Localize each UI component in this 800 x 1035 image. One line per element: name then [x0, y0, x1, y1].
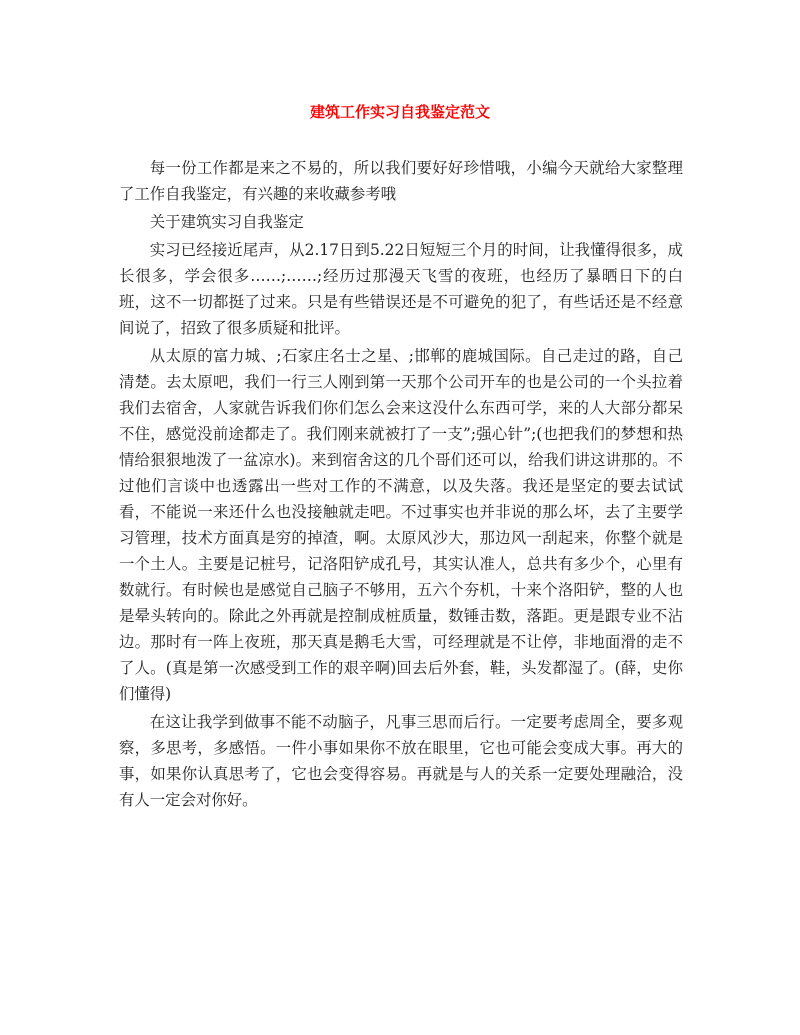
body-paragraph: 实习已经接近尾声，从2.17日到5.22日短短三个月的时间，让我懂得很多，成长很多，学会很多……;……;经历过那漫天飞雪的夜班，也经历了暴晒日下的白班，这不一切都挺了过来。只是有些错误还是不可避免的犯了，有些话还是不经意间说了，招致了很多质疑和批评。: [119, 241, 683, 337]
intro-paragraph: 每一份工作都是来之不易的，所以我们要好好珍惜哦，小编今天就给大家整理了工作自我鉴定，有兴趣的来收藏参考哦: [119, 159, 683, 203]
section-heading: 关于建筑实习自我鉴定: [149, 213, 304, 231]
document-body: [119, 155, 683, 813]
body-paragraph: 在这让我学到做事不能不动脑子，凡事三思而后行。一定要考虑周全，要多观察，多思考，多感悟。一件小事如果你不放在眼里，它也可能会变成大事。再大的事，如果你认真思考了，它也会变得容易。再就是与人的关系一定要处理融洽，没有人一定会对你好。: [119, 713, 683, 809]
document-title: 建筑工作实习自我鉴定范文: [309, 103, 490, 121]
body-paragraph: 从太原的富力城、;石家庄名士之星、;邯郸的鹿城国际。自己走过的路，自己清楚。去太原吧，我们一行三人刚到第一天那个公司开车的也是公司的一个头拉着我们去宿舍，人家就告诉我们你们怎么会来这没什么东西可学，来的人大部分都呆不住，感觉没前途都走了。我们刚来就被打了一支”;强心针”;(也把我们的梦想和热情给狠狠地泼了一盆凉水)。来到宿舍这的几个哥们还可以，给我们讲这讲那的。不过他们言谈中也透露出一些对工作的不满意，以及失落。我还是坚定的要去试试看，不能说一来还什么也没接触就走吧。不过事实也并非说的那么坏，去了主要学习管理，技术方面真是穷的掉渣，啊。太原风沙大，那边风一刮起来，你整个就是一个土人。主要是记桩号，记洛阳铲成孔号，其实认准人，总共有多少个，心里有数就行。有时候也是感觉自己脑子不够用，五六个夯机，十来个洛阳铲，整的人也是晕头转向的。除此之外再就是控制成桩质量，数锤击数，落距。更是跟专业不沾边。那时有一阵上夜班，那天真是鹅毛大雪，可经理就是不让停，非地面滑的走不了人。(真是第一次感受到工作的艰辛啊)回去后外套，鞋，头发都湿了。(薛，史你们懂得): [119, 347, 683, 703]
